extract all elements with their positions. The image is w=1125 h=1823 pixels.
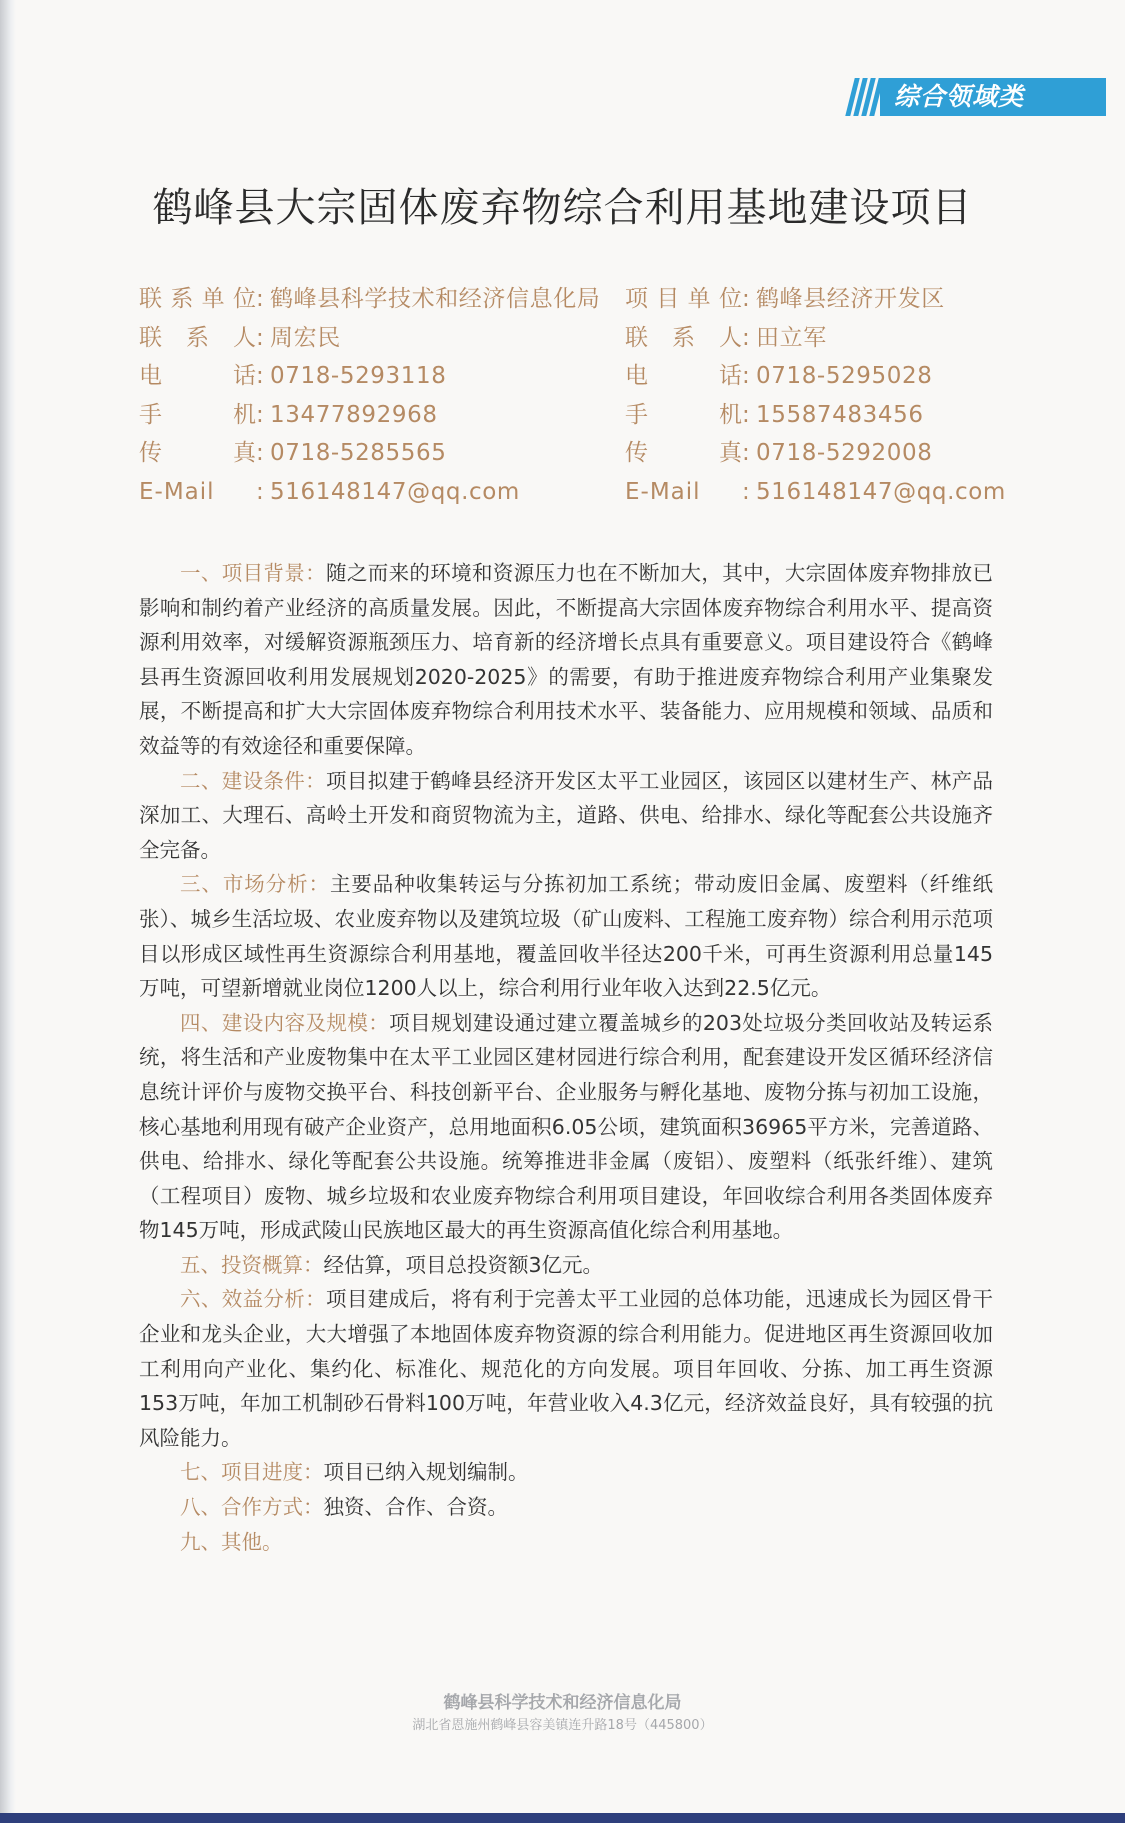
contact-right: 项目单位: 鹤峰县经济开发区 xyxy=(625,280,945,319)
contact-block xyxy=(139,280,1019,511)
contact-value: 鹤峰县科学技术和经济信息化局 xyxy=(270,286,601,312)
section-text: 经估算，项目总投资额3亿元。 xyxy=(323,1252,604,1277)
contact-value: 0718-5285565 xyxy=(270,440,447,466)
contact-right: E-Mail : 516148147@qq.com xyxy=(625,473,1006,512)
section-heading: 七、项目进度： xyxy=(180,1460,324,1485)
section-heading: 一、项目背景： xyxy=(180,561,326,585)
section-text: 项目已纳入规划编制。 xyxy=(323,1460,529,1485)
contact-label: 项目单位 xyxy=(625,286,742,312)
contact-left: 传 真: 0718-5285565 xyxy=(139,434,446,473)
contact-value: 0718-5295028 xyxy=(756,363,933,389)
section-paragraph xyxy=(139,1006,993,1248)
bottom-band xyxy=(0,1813,1125,1823)
contact-left: 联 系 人: 周宏民 xyxy=(139,319,341,358)
section-heading: 二、建设条件： xyxy=(180,768,326,793)
contact-row xyxy=(139,396,1019,435)
contact-label: 联系单位 xyxy=(139,286,256,312)
contact-label: 联 系 人 xyxy=(625,324,742,351)
contact-value: 周宏民 xyxy=(270,324,341,351)
contact-value: 13477892968 xyxy=(270,401,438,428)
contact-value: 鹤峰县经济开发区 xyxy=(756,286,945,312)
section-heading: 九、其他。 xyxy=(180,1529,283,1554)
section-heading: 六、效益分析： xyxy=(180,1287,326,1312)
section-paragraph xyxy=(139,1282,993,1455)
contact-row xyxy=(139,473,1019,512)
section-heading: 五、投资概算： xyxy=(180,1252,324,1277)
contact-left: 手 机: 13477892968 xyxy=(139,396,438,435)
footer-organization: 鹤峰县科学技术和经济信息化局 xyxy=(443,1693,682,1713)
section-paragraph xyxy=(139,1490,993,1525)
contact-label: 电 话 xyxy=(139,363,256,389)
contact-value: 田立军 xyxy=(756,324,827,351)
contact-label: 传 真 xyxy=(625,440,742,466)
contact-label: 电 话 xyxy=(625,363,742,389)
contact-right: 手 机: 15587483456 xyxy=(625,396,924,435)
section-text: 主要品种收集转运与分拣初加工系统；带动废旧金属、废塑料（纤维纸张）、城乡生活垃圾、农业废弃物以及建筑垃圾（矿山废料、工程施工废弃物）综合利用示范项目以形成区域性再生资源综合利用基地，覆盖回收半径达200千米，可再生资源利用总量145万吨，可望新增就业岗位1200人以上，综合利用行业年收入达到22.5亿元。 xyxy=(139,872,994,1001)
section-heading: 八、合作方式： xyxy=(180,1495,324,1520)
footer-address: 湖北省恩施州鹤峰县容美镇连升路18号（445800） xyxy=(412,1718,713,1733)
section-paragraph xyxy=(139,867,993,1005)
section-paragraph xyxy=(139,764,993,868)
contact-label: E-Mail xyxy=(625,478,701,505)
contact-row xyxy=(139,434,1019,473)
project-body xyxy=(139,556,993,1559)
section-heading: 四、建设内容及规模： xyxy=(180,1010,390,1035)
page-spine-shadow xyxy=(0,0,16,1823)
contact-label: 手 机 xyxy=(625,401,742,428)
section-paragraph xyxy=(139,1248,993,1283)
contact-email[interactable]: 516148147@qq.com xyxy=(270,478,520,505)
section-text: 随之而来的环境和资源压力也在不断加大，其中，大宗固体废弃物排放已影响和制约着产业经济的高质量发展。因此，不断提高大宗固体废弃物综合利用水平、提高资源利用效率，对缓解资源瓶颈压力、培育新的经济增长点具有重要意义。项目建设符合《鹤峰县再生资源回收利用发展规划2020-2025》的需要，有助于推进废弃物综合利用产业集聚发展，不断提高和扩大大宗固体废弃物综合利用技术水平、装备能力、应用规模和领域、品质和效益等的有效途径和重要保障。 xyxy=(139,561,994,758)
section-text: 独资、合作、合资。 xyxy=(323,1495,508,1520)
contact-row xyxy=(139,357,1019,396)
section-text: 项目规划建设通过建立覆盖城乡的203处垃圾分类回收站及转运系统，将生活和产业废物集中在太平工业园区建材园进行综合利用，配套建设开发区循环经济信息统计评价与废物交换平台、科技创新平台、企业服务与孵化基地、废物分拣与初加工设施，核心基地利用现有破产企业资产，总用地面积6.05公顷，建筑面积36965平方米，完善道路、供电、给排水、绿化等配套公共设施。统筹推进非金属（废铝）、废塑料（纸张纤维）、建筑（工程项目）废物、城乡垃圾和农业废弃物综合利用项目建设，年回收综合利用各类固体废弃物145万吨，形成武陵山民族地区最大的再生资源高值化综合利用基地。 xyxy=(139,1010,993,1243)
contact-label: E-Mail xyxy=(139,478,215,505)
section-paragraph xyxy=(139,1455,993,1490)
contact-left: E-Mail : 516148147@qq.com xyxy=(139,473,520,512)
contact-left: 联系单位: 鹤峰县科学技术和经济信息化局 xyxy=(139,280,600,319)
page-title: 鹤峰县大宗固体废弃物综合利用基地建设项目 xyxy=(152,185,973,231)
category-tag xyxy=(848,78,1106,116)
contact-left: 电 话: 0718-5293118 xyxy=(139,357,446,396)
section-heading: 三、市场分析： xyxy=(180,872,330,897)
category-tag-label: 综合领域类 xyxy=(880,78,1106,116)
contact-label: 联 系 人 xyxy=(139,324,256,351)
contact-value: 0718-5292008 xyxy=(756,440,933,466)
section-text: 项目建成后，将有利于完善太平工业园的总体功能，迅速成长为园区骨干企业和龙头企业，大大增强了本地固体废弃物资源的综合利用能力。促进地区再生资源回收加工利用向产业化、集约化、标准化、规范化的方向发展。项目年回收、分拣、加工再生资源153万吨，年加工机制砂石骨料100万吨，年营业收入4.3亿元，经济效益良好，具有较强的抗风险能力。 xyxy=(139,1287,994,1450)
contact-right: 联 系 人: 田立军 xyxy=(625,319,827,358)
contact-row xyxy=(139,280,1019,319)
contact-row xyxy=(139,319,1019,358)
section-paragraph xyxy=(139,556,993,764)
section-text: 项目拟建于鹤峰县经济开发区太平工业园区，该园区以建材生产、林产品深加工、大理石、高岭土开发和商贸物流为主，道路、供电、给排水、绿化等配套公共设施齐全完备。 xyxy=(139,768,994,862)
contact-label: 传 真 xyxy=(139,440,256,466)
contact-right: 传 真: 0718-5292008 xyxy=(625,434,932,473)
contact-label: 手 机 xyxy=(139,401,256,428)
contact-right: 电 话: 0718-5295028 xyxy=(625,357,932,396)
contact-value: 15587483456 xyxy=(756,401,924,428)
contact-email[interactable]: 516148147@qq.com xyxy=(756,478,1006,505)
section-paragraph xyxy=(139,1525,993,1560)
contact-value: 0718-5293118 xyxy=(270,363,447,389)
